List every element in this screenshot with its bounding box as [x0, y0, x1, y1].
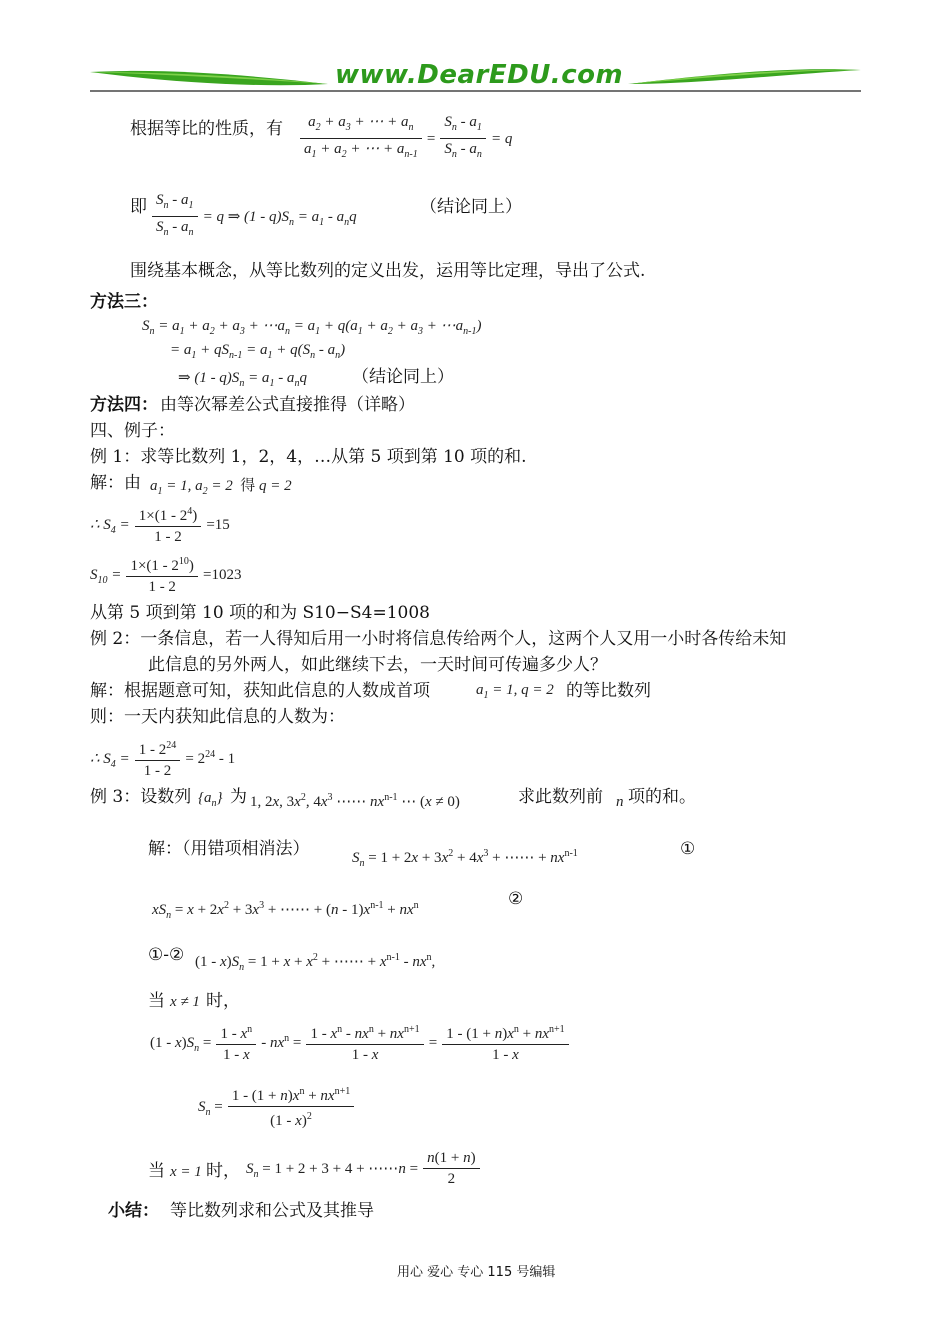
method3-line1: $S_n = a_1 + a_2 + a_3$ + $\cdots a_n = a_1 + q(a_1 + a_2 + a_3$ + $\cdots a_{n-1}$) — [142, 318, 482, 337]
p2-formula: $\frac{S_n - a_1}{S_n - a_n}$ = q ⇒ $(1 - q)S_n = a_1 - a_nq$ — [152, 190, 357, 243]
p1-intro: 根据等比的性质，有 — [130, 119, 283, 139]
method4-title: 方法四： — [90, 395, 158, 415]
method3-line3: ⇒ $(1 - q)S_n = a_1 - a_nq$ — [178, 370, 307, 389]
example1-answer: 从第 5 项到第 10 项的和为 S10−S4=1008 — [90, 603, 430, 623]
example2-line2: 此信息的另外两人，如此继续下去，一天时间可传遍多少人？ — [148, 655, 607, 675]
method3-conclusion: （结论同上） — [352, 367, 454, 387]
example3-ask-tail: 项的和。 — [628, 787, 696, 807]
example1-s10-value: =1023 — [203, 567, 242, 583]
example2-solution: 解：根据题意可知，获知此信息的人数成首项 — [90, 681, 430, 701]
example3-n: n — [616, 794, 624, 810]
example1-question: 例 1：求等比数列 1，2，4，…从第 5 项到第 10 项的和. — [90, 447, 527, 467]
p1-eq-q: = q — [490, 131, 513, 147]
example3-seq-name: $\{a_n\}$ — [198, 790, 223, 809]
example2-params: $a_1 = 1$, q = 2 — [476, 682, 554, 701]
marker-1: ① — [680, 839, 696, 859]
example1-given: $a_1 = 1$, $a_2 = 2$ 得 q = 2 — [150, 478, 292, 497]
example1-s4-value: =15 — [206, 517, 230, 533]
method4-text: 由等次幂差公式直接推得（详略） — [160, 395, 415, 415]
case-x-ne-1-cond: x ≠ 1 — [170, 994, 200, 1010]
example2-sum: ∴ $S_4$ = $\frac{1 - 2^{24}}{1 - 2}$ = $2^{24} - 1$ — [90, 736, 235, 781]
section4-title: 四、例子： — [90, 421, 175, 441]
example2-then: 则：一天内获知此信息的人数为： — [90, 707, 345, 727]
example1-s4: ∴ $S_4$ = $\frac{1\times(1 - 2^4)}{1 - 2}$ =15 — [90, 502, 230, 547]
summary-text: 等比数列求和公式及其推导 — [170, 1201, 374, 1221]
example3-derivation: $(1 - x)S_n$ = $\frac{1 - x^n}{1 - x}$ - $nx^n$ = $\frac{1 - x^n - nx^n + nx^{n+1}}{1 - x}$ = $\frac{1 - (1 + n)x^n + nx^{n+1}}{1 - x}$ — [150, 1020, 569, 1065]
marker-2: ② — [508, 889, 524, 909]
example3-result: $S_n$ = $\frac{1 - (1 + n)x^n + nx^{n+1}}{(1 - x)^2}$ — [198, 1082, 354, 1131]
p2-ji: 即 — [130, 197, 147, 217]
example1-solution-label: 解：由 — [90, 473, 141, 493]
case-x-eq-1-tail: 时， — [206, 1161, 240, 1181]
example3-label: 例 3：设数列 — [90, 787, 192, 807]
example3-diff: $(1 - x)S_n = 1 + x + x^2$ + ⋯⋯ + $x^{n-1} - nx^n$, — [195, 952, 436, 973]
example2-solution-tail: 的等比数列 — [566, 681, 651, 701]
example1-s10: $S_{10}$ = $\frac{1\times(1 - 2^{10})}{1 - 2}$ =1023 — [90, 552, 241, 597]
p3-text: 围绕基本概念，从等比数列的定义出发，运用等比定理，导出了公式. — [130, 261, 646, 281]
marker-1-minus-2: ①-② — [148, 945, 185, 965]
header-banner — [88, 58, 863, 98]
example3-wei: 为 — [230, 787, 247, 807]
example3-eq2: $xS_n = x + 2x^2 + 3x^3$ + ⋯⋯ + $(n - 1)x^{n-1} + nx^n$ — [152, 900, 419, 921]
p1-formula: $\frac{a_2 + a_3 + \cdots + a_n}{a_1 + a_2 + \cdots + a_{n-1}}$ = $\frac{S_n - a_1}{S_n - a_n}$ = q — [300, 112, 512, 165]
method3-title: 方法三： — [90, 292, 158, 312]
summary-title: 小结： — [108, 1201, 159, 1221]
case-x-eq-1-cond: x = 1 — [170, 1164, 202, 1180]
case-x-ne-1-label: 当 — [148, 991, 165, 1011]
example3-x1-result: $S_n = 1 + 2 + 3 + 4$ + ⋯⋯n = $\frac{n(1 + n)}{2}$ — [246, 1148, 480, 1189]
site-title: www.DearEDU.com — [335, 60, 624, 90]
example2-line1: 例 2：一条信息，若一人得知后用一小时将信息传给两个人，这两个人又用一小时各传给未知 — [90, 629, 787, 649]
page-footer: 用心 爱心 专心 115 号编辑 — [397, 1265, 556, 1280]
method3-line2: = $a_1 + qS_{n-1} = a_1 + q(S_n - a_n)$ — [170, 342, 346, 361]
example3-sequence: 1, 2x, $3x^2$, $4x^3$ ⋯⋯ $nx^{n-1}$ ⋯ (x ≠ 0) — [250, 792, 460, 810]
case-x-eq-1-label: 当 — [148, 1161, 165, 1181]
example3-solution: 解：（用错项相消法） — [148, 839, 310, 859]
example3-eq1: $S_n = 1 + 2x + 3x^2 + 4x^3$ + ⋯⋯ + $nx^{n-1}$ — [352, 848, 578, 869]
case-x-ne-1-tail: 时， — [206, 991, 240, 1011]
p2-conclusion: （结论同上） — [420, 197, 522, 217]
example3-ask: 求此数列前 — [518, 787, 603, 807]
